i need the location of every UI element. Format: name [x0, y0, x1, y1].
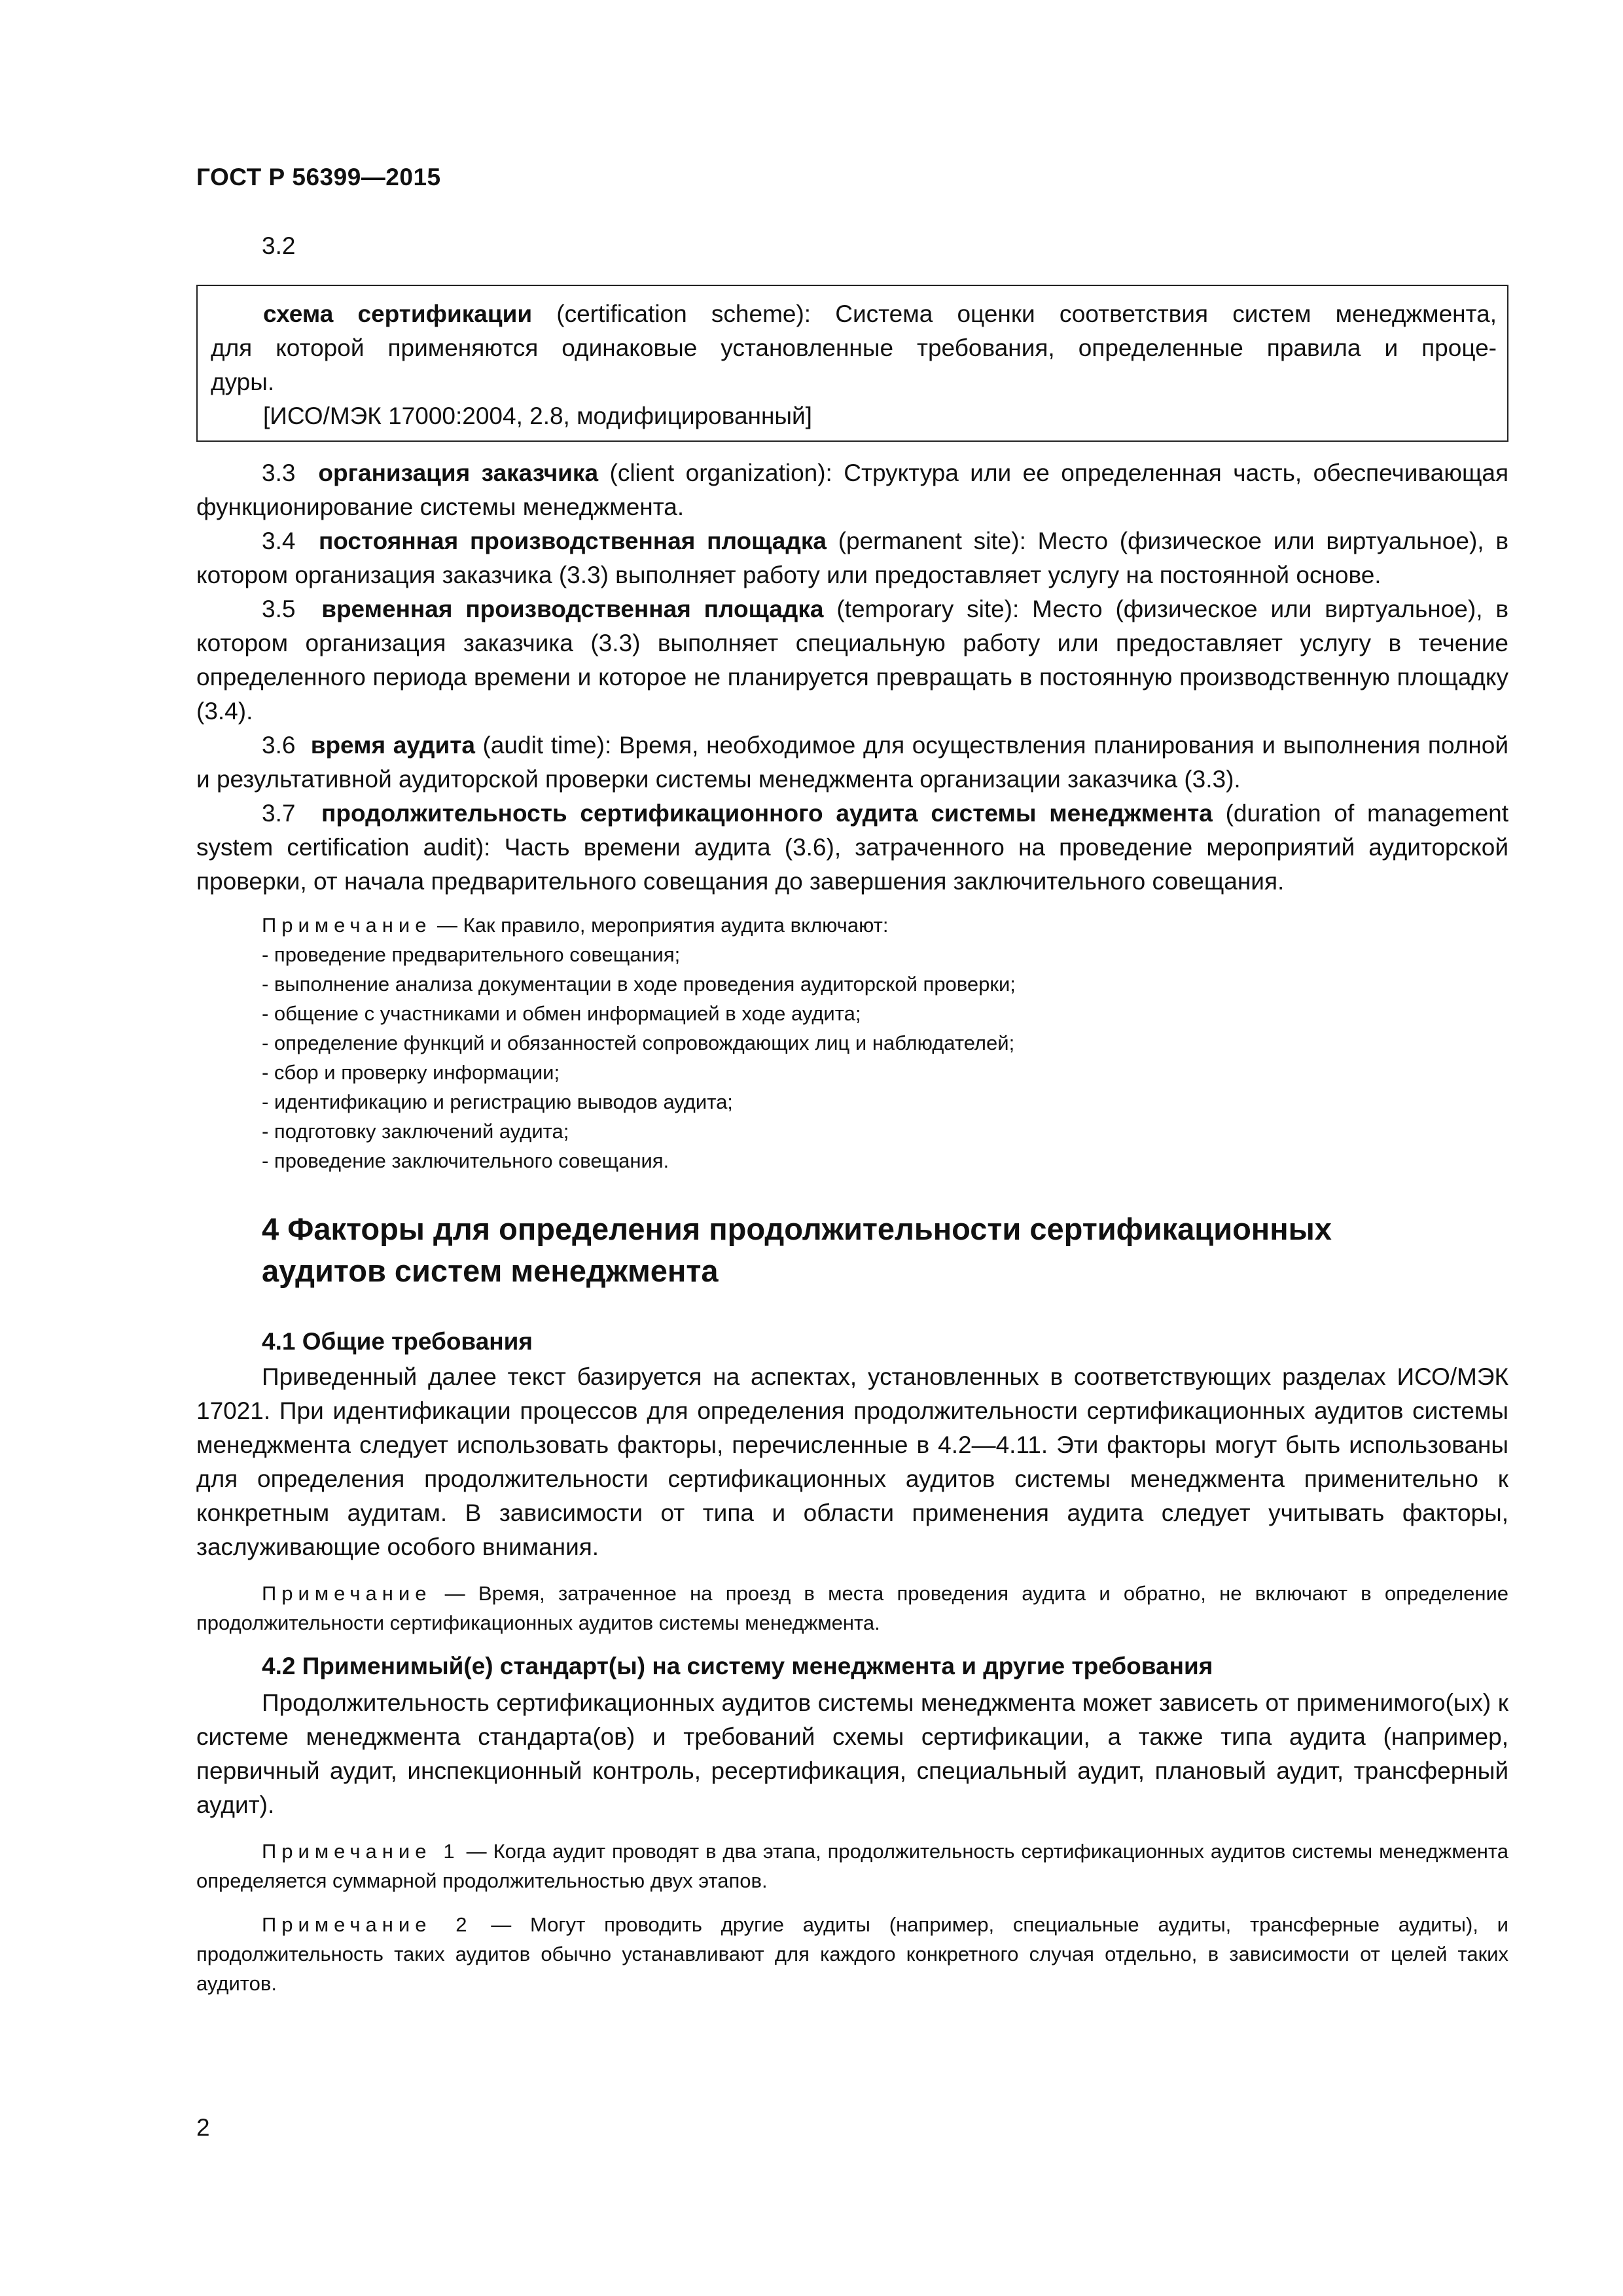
note-text: — Могут проводить другие аудиты (например, специальные аудиты, трансферные аудиты), и продолжительность таких аудитов обычно устанавливают для каждого конкретного случая отдельно, в зависимости от целей таких аудитов.: [196, 1913, 1508, 1995]
term-3-3-number: 3.3: [262, 459, 296, 486]
subsection-4-2: [196, 1649, 1508, 1998]
document-header: ГОСТ Р 56399—2015: [196, 164, 441, 190]
subsection-4-2-note-2: [196, 1910, 1508, 1998]
definition-box-3-2: [196, 285, 1508, 442]
list-item: - проведение предварительного совещания;: [262, 943, 681, 966]
section-4-title: [196, 1208, 1508, 1292]
note-label: Примечание: [262, 914, 432, 937]
term-3-2-def-3: дуры.: [211, 368, 275, 395]
subsection-4-2-note-1: [196, 1837, 1508, 1895]
note-label: Примечание 2: [262, 1913, 473, 1936]
subsection-4-1-note: [196, 1579, 1508, 1638]
note-label: Примечание: [262, 1582, 432, 1605]
term-3-7: продолжительность сертификационного аудита системы менеджмента: [321, 800, 1213, 827]
note-text: — Когда аудит проводят в два этапа, продолжительность сертификационных аудитов системы менеджмента определяется суммарной продолжительностью двух этапов.: [196, 1840, 1508, 1892]
note-3-7: [196, 910, 1508, 1175]
term-3-4-number: 3.4: [262, 528, 296, 554]
term-3-7-paragraph: [196, 797, 1508, 899]
list-item: - выполнение анализа документации в ходе проведения аудиторской проверки;: [262, 973, 1016, 996]
subsection-4-1-paragraph: Приведенный далее текст базируется на аспектах, установленных в соответствующих разделах ИСО/МЭК 17021. При идентификации процессов для определения продолжительности сертификационных аудитов системы менеджмента следует использовать факторы, перечисленные в 4.2—4.11. Эти факторы могут быть использованы для определения продолжительности сертификационных аудитов системы менеджмента применительно к конкретным аудитам. В зависимости от типа и области применения аудита следует учитывать факторы, заслуживающие особого внимания.: [196, 1363, 1508, 1560]
term-3-5-text: (temporary site): Место (физическое или виртуальное), в котором организация заказчика (3.3) выполняет специальную работу или предоставляет услугу в течение определенного периода времени и которое не планируется превращать в постоянную производственную площадку (3.4).: [196, 596, 1509, 725]
term-3-2-en: (certification scheme):: [532, 300, 812, 327]
note-text: — Время, затраченное на проезд в места проведения аудита и обратно, не включают в определение продолжительности сертификационных аудитов системы менеджмента.: [196, 1582, 1508, 1634]
term-3-2-source: [ИСО/МЭК 17000:2004, 2.8, модифицированный]: [263, 403, 812, 429]
term-3-3: организация заказчика: [318, 459, 599, 486]
term-3-7-text: (duration of management system certification audit): Часть времени аудита (3.6), затраченного на проведение мероприятий аудиторской проверки, от начала предварительного совещания до завершения заключительного совещания.: [196, 800, 1509, 895]
term-3-4-text: (permanent site): Место (физическое или виртуальное), в котором организация заказчика (3.3) выполняет работу или предоставляет услугу на постоянной основе.: [196, 528, 1508, 588]
list-item: - сбор и проверку информации;: [262, 1061, 560, 1084]
list-item: - общение с участниками и обмен информацией в ходе аудита;: [262, 1002, 861, 1025]
list-item: - идентификацию и регистрацию выводов аудита;: [262, 1090, 733, 1113]
section-title-line-1: 4 Факторы для определения продолжительности сертификационных: [262, 1211, 1332, 1246]
term-3-2-def-2: для которой применяются одинаковые установленные требования, определенные правила и проце-: [211, 334, 1497, 361]
term-3-5: временная производственная площадка: [321, 596, 824, 622]
list-item: - подготовку заключений аудита;: [262, 1120, 569, 1143]
list-item: - проведение заключительного совещания.: [262, 1149, 669, 1172]
page-number: 2: [196, 2114, 210, 2141]
term-3-3-paragraph: [196, 456, 1508, 524]
list-item: - определение функций и обязанностей сопровождающих лиц и наблюдателей;: [262, 1031, 1015, 1054]
term-3-2-def-1: Система оценки соответствия систем менеджмента,: [811, 300, 1497, 327]
subsection-4-1: [196, 1325, 1508, 1638]
definition-text: [211, 297, 1497, 433]
term-3-6-number: 3.6: [262, 732, 296, 759]
term-number-3-2: 3.2: [262, 232, 296, 259]
term-3-6-paragraph: [196, 728, 1508, 797]
term-3-5-paragraph: [196, 592, 1508, 728]
note-label: Примечание 1: [262, 1840, 460, 1863]
term-3-4-paragraph: [196, 524, 1508, 592]
subsection-4-2-title: 4.2 Применимый(е) стандарт(ы) на систему менеджмента и другие требования: [262, 1653, 1213, 1679]
subsection-4-2-paragraph: Продолжительность сертификационных аудитов системы менеджмента может зависеть от применимого(ых) к системе менеджмента стандарта(ов) и требований схемы сертификации, а также типа аудита (например, первичный аудит, инспекционный контроль, ресертификация, специальный аудит, плановый аудит, трансферный аудит).: [196, 1689, 1508, 1818]
term-3-6: время аудита: [310, 732, 475, 759]
subsection-4-1-title: 4.1 Общие требования: [262, 1328, 533, 1355]
note-3-7-header: [196, 910, 1508, 940]
terms-block: [196, 456, 1508, 1998]
term-3-5-number: 3.5: [262, 596, 296, 622]
term-3-4: постоянная производственная площадка: [318, 528, 827, 554]
note-text: — Как правило, мероприятия аудита включают:: [431, 914, 889, 937]
term-3-2: схема сертификации: [263, 300, 533, 327]
section-title-line-2: аудитов систем менеджмента: [262, 1253, 719, 1288]
term-3-7-number: 3.7: [262, 800, 296, 827]
document-page: [196, 0, 1509, 2296]
term-3-6-text: (audit time): Время, необходимое для осуществления планирования и выполнения полной и результативной аудиторской проверки системы менеджмента организации заказчика (3.3).: [196, 732, 1508, 793]
term-3-3-text: (client organization): Структура или ее определенная часть, обеспечивающая функционирование системы менеджмента.: [196, 459, 1509, 520]
